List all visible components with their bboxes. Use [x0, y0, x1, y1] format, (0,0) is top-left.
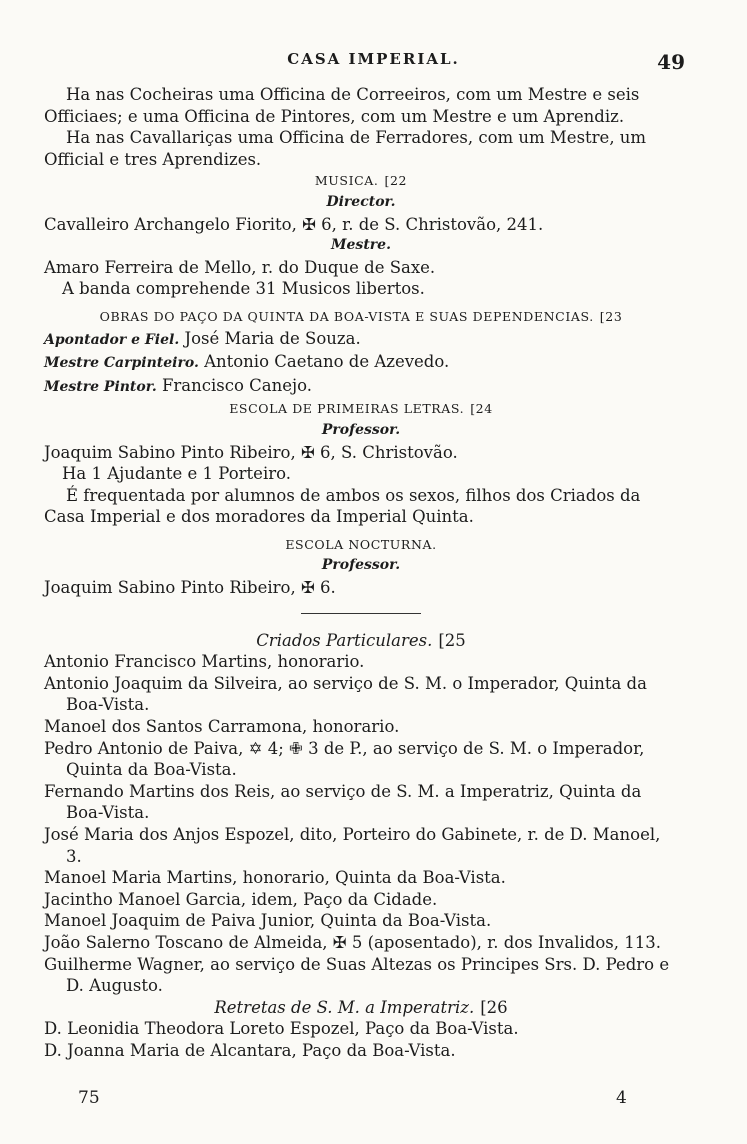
page-body — [44, 84, 678, 1062]
section-heading-retretas — [44, 997, 678, 1019]
mestre-entry: Amaro Ferreira de Mello, r. do Duque de Saxe. — [44, 257, 436, 277]
section-heading-escola — [44, 398, 678, 420]
list-item: Jacintho Manoel Garcia, idem, Paço da Cidade. — [44, 889, 438, 909]
person-name: Antonio Caetano de Azevedo. — [204, 352, 450, 372]
list-item: Antonio Francisco Martins, honorario. — [44, 652, 365, 672]
running-head: CASA IMPERIAL. — [287, 50, 460, 68]
list-item: Fernando Martins dos Reis, ao serviço de S. M. a Imperatriz, Quinta da Boa-Vista. — [44, 781, 642, 823]
list-item: Antonio Joaquim da Silveira, ao serviço de S. M. o Imperador, Quinta da Boa-Vista. — [44, 673, 647, 715]
list-item: Manoel Maria Martins, honorario, Quinta da Boa-Vista. — [44, 868, 506, 888]
section-heading-criados — [44, 630, 678, 652]
professor-entry-nocturna: Joaquim Sabino Pinto Ribeiro, ✠ 6. — [44, 578, 336, 598]
section-title: Retretas de S. M. a Imperatriz. — [214, 997, 475, 1017]
page-number: 49 — [657, 50, 685, 74]
section-divider — [301, 613, 421, 614]
section-heading-obras — [44, 306, 678, 328]
signature-mark: 75 — [78, 1088, 100, 1108]
section-ref: [22 — [384, 173, 408, 189]
section-heading-nocturna: ESCOLA NOCTURNA. — [285, 536, 437, 552]
subheading-professor: Professor. — [321, 421, 401, 438]
section-ref: [24 — [470, 401, 493, 417]
professor-entry: Joaquim Sabino Pinto Ribeiro, ✠ 6, S. Christovão. — [44, 442, 458, 462]
band-note: A banda comprehende 31 Musicos libertos. — [62, 279, 425, 299]
gathering-mark: 4 — [616, 1088, 627, 1108]
intro-paragraph-1: Ha nas Cocheiras uma Officina de Correeiros, com um Mestre e seis Officiaes; e uma Officina de Pintores, com um Mestre e um Aprendiz. — [44, 85, 640, 126]
list-item: Manoel Joaquim de Paiva Junior, Quinta da Boa-Vista. — [44, 911, 492, 931]
obras-row — [44, 328, 678, 352]
role-label: Mestre Pintor. — [44, 378, 157, 395]
section-ref: [25 — [438, 630, 466, 650]
list-item: Pedro Antonio de Paiva, ✡ 4; ✙ 3 de P., ao serviço de S. M. o Imperador, Quinta da Boa-Vista. — [44, 738, 645, 780]
subheading-director: Director. — [326, 193, 396, 210]
person-name: José Maria de Souza. — [184, 328, 361, 348]
intro-paragraph-2: Ha nas Cavallariças uma Officina de Ferradores, com um Mestre, um Official e tres Aprendizes. — [44, 128, 647, 169]
list-item: Guilherme Wagner, ao serviço de Suas Altezas os Principes Srs. D. Pedro e D. Augusto. — [44, 954, 670, 996]
role-label: Mestre Carpinteiro. — [44, 355, 199, 372]
list-item: D. Joanna Maria de Alcantara, Paço da Boa-Vista. — [44, 1040, 456, 1060]
subheading-mestre: Mestre. — [331, 237, 391, 254]
obras-row — [44, 375, 678, 399]
section-title: ESCOLA DE PRIMEIRAS LETRAS. — [229, 401, 465, 417]
role-label: Apontador e Fiel. — [44, 331, 180, 348]
list-item: José Maria dos Anjos Espozel, dito, Porteiro do Gabinete, r. de D. Manoel, 3. — [44, 825, 661, 866]
section-title: OBRAS DO PAÇO DA QUINTA DA BOA-VISTA E SUAS DEPENDENCIAS. — [99, 308, 594, 324]
list-item: Manoel dos Santos Carramona, honorario. — [44, 717, 400, 737]
director-entry: Cavalleiro Archangelo Fiorito, ✠ 6, r. de S. Christovão, 241. — [44, 214, 544, 234]
staff-note: Ha 1 Ajudante e 1 Porteiro. — [62, 464, 291, 484]
section-title: Criados Particulares. — [256, 630, 433, 650]
obras-row — [44, 351, 678, 375]
list-item: D. Leonidia Theodora Loreto Espozel, Paço da Boa-Vista. — [44, 1019, 519, 1039]
person-name: Francisco Canejo. — [161, 375, 313, 395]
school-note: É frequentada por alumnos de ambos os sexos, filhos dos Criados da Casa Imperial e dos moradores da Imperial Quinta. — [44, 485, 641, 527]
section-ref: [23 — [599, 308, 623, 324]
subheading-professor-nocturna: Professor. — [321, 557, 401, 574]
section-ref: [26 — [480, 997, 508, 1017]
section-title: MUSICA. — [314, 173, 379, 189]
section-heading-musica — [44, 170, 678, 192]
list-item: João Salerno Toscano de Almeida, ✠ 5 (aposentado), r. dos Invalidos, 113. — [44, 932, 661, 952]
